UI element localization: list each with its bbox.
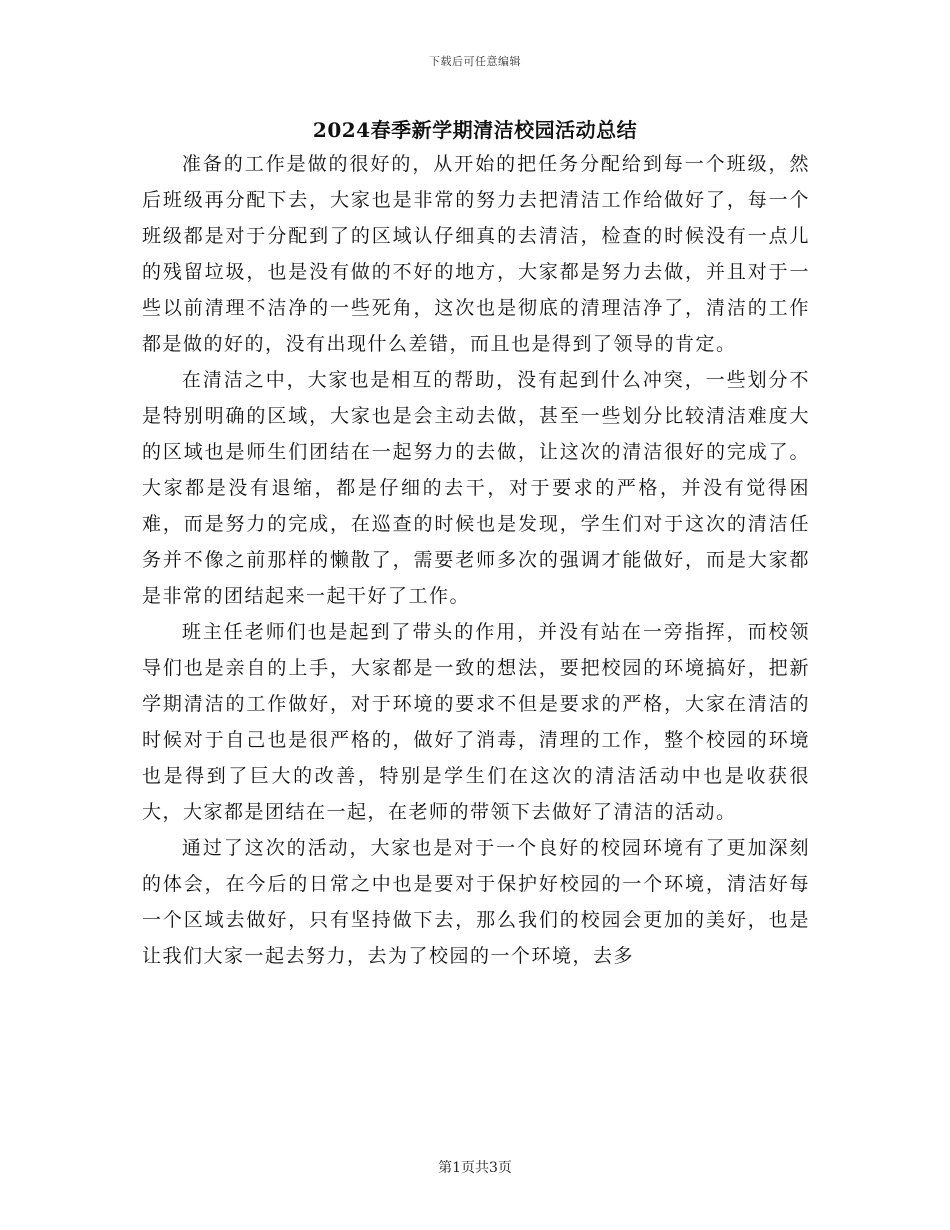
page-header-note: 下载后可任意编辑	[429, 55, 521, 68]
paragraph-2: 在清洁之中，大家也是相互的帮助，没有起到什么冲突，一些划分不是特别明确的区域，大家也是会主动去做，甚至一些划分比较清洁难度大的区域也是师生们团结在一起努力的去做，让这次的清洁很好的完成了。大家都是没有退缩，都是仔细的去干，对于要求的严格，并没有觉得困难，而是努力的完成，在巡查的时候也是发现，学生们对于这次的清洁任务并不像之前那样的懒散了，需要老师多次的强调才能做好，而是大家都是非常的团结起来一起干好了工作。	[142, 369, 810, 607]
paragraph-1: 准备的工作是做的很好的，从开始的把任务分配给到每一个班级，然后班级再分配下去，大家也是非常的努力去把清洁工作给做好了，每一个班级都是对于分配到了的区域认仔细真的去清洁，检查的时候没有一点儿的残留垃圾，也是没有做的不好的地方，大家都是努力去做，并且对于一些以前清理不洁净的一些死角，这次也是彻底的清理洁净了，清洁的工作都是做的好的，没有出现什么差错，而且也是得到了领导的肯定。	[142, 153, 810, 355]
page-title: 2024春季新学期清洁校园活动总结	[312, 118, 638, 142]
page-number: 第1页共3页	[438, 1160, 512, 1176]
paragraph-4: 通过了这次的活动，大家也是对于一个良好的校园环境有了更加深刻的体会，在今后的日常之中也是要对于保护好校园的一个环境，清洁好每一个区域去做好，只有坚持做下去，那么我们的校园会更加的美好，也是让我们大家一起去努力，去为了校园的一个环境，去多	[142, 837, 810, 967]
paragraph-3: 班主任老师们也是起到了带头的作用，并没有站在一旁指挥，而校领导们也是亲自的上手，大家都是一致的想法，要把校园的环境搞好，把新学期清洁的工作做好，对于环境的要求不但是要求的严格，大家在清洁的时候对于自己也是很严格的，做好了消毒，清理的工作，整个校园的环境也是得到了巨大的改善，特别是学生们在这次的清洁活动中也是收获很大，大家都是团结在一起，在老师的带领下去做好了清洁的活动。	[142, 621, 810, 823]
document-body	[142, 146, 810, 974]
